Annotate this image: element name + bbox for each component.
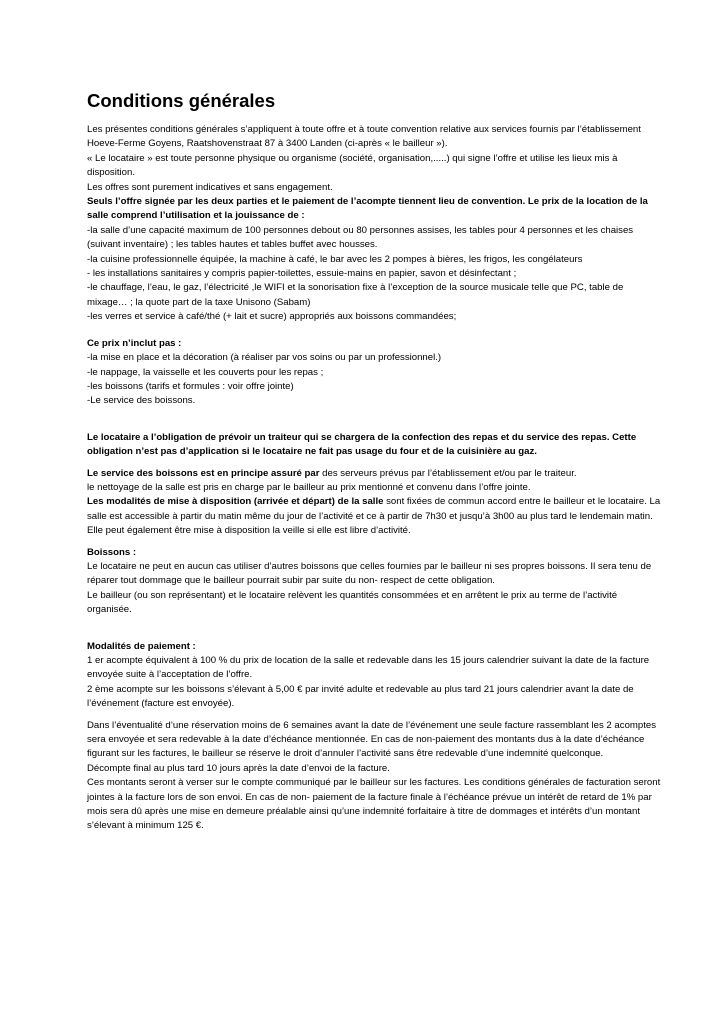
final-paragraph: Décompte final au plus tard 10 jours après la date d’envoi de la facture. [87, 762, 390, 774]
intro-section [87, 123, 664, 325]
intro-bold-paragraph: Seuls l’offre signée par les deux parties et le paiement de l’acompte tiennent lieu de convention. Le prix de la location de la salle comprend l’utilisation et la jouissance de : [87, 196, 648, 222]
list-item: -la mise en place et la décoration (à réaliser par vos soins ou par un professionnel.) [87, 352, 442, 364]
boissons-section [87, 546, 664, 618]
traiteur-paragraph: Le locataire a l’obligation de prévoir un traiteur qui se chargera de la confection des repas et du service des repas. Cette obligation n’est pas d’application si le locataire ne fait pas usage du four et de la cuisinière au gaz. [87, 431, 637, 458]
intro-paragraph: Les présentes conditions générales s’appliquent à toute offre et à toute convention relative aux services fournis par l’établissement Hoeve-Ferme Goyens, Raatshovenstraat 87 à 3400 Landen (ci-après « le bailleur »). [87, 124, 641, 150]
list-item: -le chauffage, l’eau, le gaz, l’électricité ,le WIFI et la sonorisation fixe à l’exception de la source musicale telle que PC, table de mixage… ; la quote part de la taxe Unisono (Sabam) [87, 282, 624, 308]
paiement-section [87, 640, 664, 712]
final-section [87, 719, 664, 834]
final-paragraph: Dans l’éventualité d’une réservation moins de 6 semaines avant la date de l’événement une seule facture rassemblant les 2 acomptes sera envoyée et sera redevable à la date d’échéance mentionnée. En cas de non-paiement des montants dus à la date d’échéance figurant sur les factures, le bailleur se réserve le droit d’annuler l’activité sans être redevable d’une indemnité quelconque. [87, 719, 657, 760]
list-item: -la salle d’une capacité maximum de 100 personnes debout ou 80 personnes assises, les tables pour 4 personnes et les chaises (suivant inventaire) ; les tables hautes et tables buffet avec housses. [87, 224, 634, 251]
paiement-paragraph: 1 er acompte équivalent à 100 % du prix de location de la salle et redevable dans les 15 jours calendrier suivant la date de la facture envoyée suite à l’acceptation de l’offre. [87, 655, 650, 681]
paiement-paragraph: 2 ème acompte sur les boissons s’élevant à 5,00 € par invité adulte et redevable au plus tard 21 jours calendrier avant la date de l’événement (facture est envoyée). [87, 683, 634, 710]
final-paragraph: Ces montants seront à verser sur le compte communiqué par le bailleur sur les factures. Les conditions générales de facturation seront jointes à la facture lors de son envoi. En cas de non- paiement de la facture finale à l’échéance prévue un intérêt de retard de 1% par mois sera dû après une mise en demeure préalable ainsi qu’une indemnité forfaitaire à titre de dommages et intérêts d’un montant s’élevant à minimum 125 €. [87, 777, 661, 832]
list-item: -la cuisine professionnelle équipée, la machine à café, le bar avec les 2 pompes à bières, les frigos, les congélateurs [87, 253, 583, 265]
page-title: Conditions générales [87, 90, 276, 111]
list-item: -Le service des boissons. [87, 395, 196, 407]
traiteur-section [87, 431, 664, 460]
section-heading: Boissons : [87, 546, 137, 558]
list-item: -les boissons (tarifs et formules : voir offre jointe) [87, 380, 294, 392]
section-heading: Ce prix n’inclut pas : [87, 337, 182, 349]
list-item: - les installations sanitaires y compris papier-toilettes, essuie-mains en papier, savon et désinfectant ; [87, 268, 517, 280]
service-section [87, 467, 664, 539]
list-item: -les verres et service à café/thé (+ lait et sucre) appropriés aux boissons commandées; [87, 311, 457, 323]
service-paragraph: Le service des boissons est en principe assuré par des serveurs prévus par l’établissement et/ou par le traiteur. [87, 467, 577, 479]
excludes-section [87, 337, 664, 409]
list-item: -le nappage, la vaisselle et les couverts pour les repas ; [87, 366, 324, 378]
cleaning-paragraph: le nettoyage de la salle est pris en charge par le bailleur au prix mentionné et convenu dans l’offre jointe. [87, 481, 531, 493]
section-heading: Modalités de paiement : [87, 640, 196, 652]
intro-paragraph: « Le locataire » est toute personne physique ou organisme (société, organisation,.....) qui signe l’offre et utilise les lieux mis à disposition. [87, 152, 618, 179]
boissons-paragraph: Le locataire ne peut en aucun cas utiliser d’autres boissons que celles fournies par le bailleur ni ses propres boissons. Il sera tenu de réparer tout dommage que le bailleur pourrait subir par suite du non- respect de cette obligation. [87, 560, 652, 587]
boissons-paragraph: Le bailleur (ou son représentant) et le locataire relèvent les quantités consommées et en arrêtent le prix au terme de l’activité organisée. [87, 589, 618, 616]
availability-paragraph: Les modalités de mise à disposition (arrivée et départ) de la salle sont fixées de commun accord entre le bailleur et le locataire. La salle est accessible à partir du matin même du jour de l’activité et ce à partir de 7h30 et jusqu’à 3h00 au plus tard le lendemain matin. Elle peut également être mise à disposition la veille si elle est libre d’activité. [87, 496, 661, 537]
intro-paragraph: Les offres sont purement indicatives et sans engagement. [87, 181, 333, 193]
